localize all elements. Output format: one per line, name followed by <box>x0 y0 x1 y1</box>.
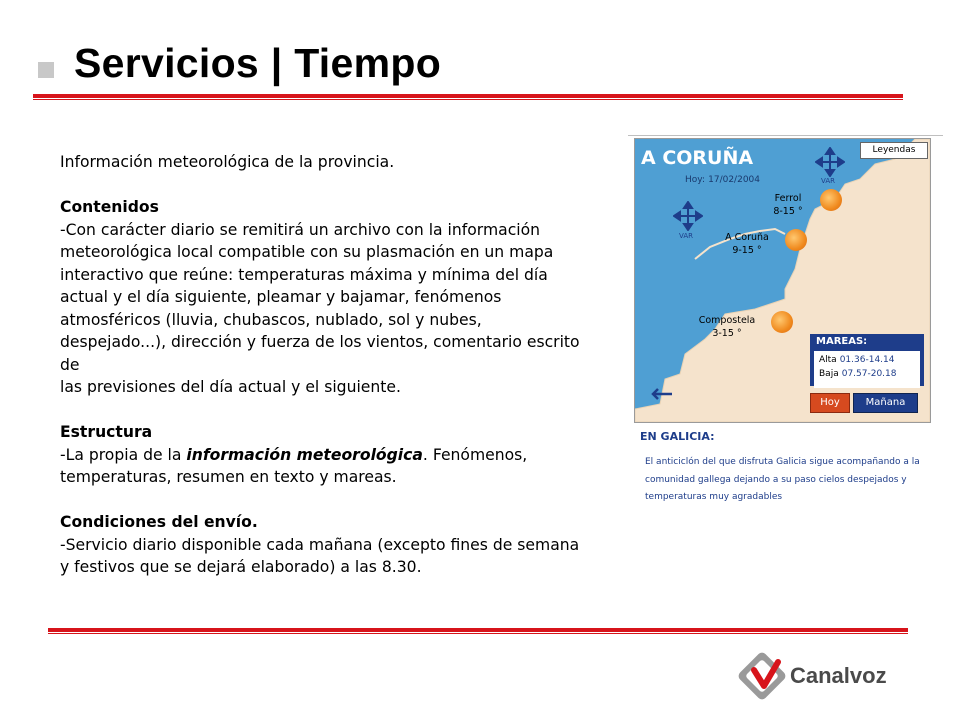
condiciones-text: -Servicio diario disponible cada mañana (excepto fines de semana y festivos que se dejará elaborado) a las 8.30. <box>60 535 580 576</box>
hoy-button[interactable]: Hoy <box>810 393 850 413</box>
galicia-text: El anticiclón del que disfruta Galicia sigue acompañando a la comunidad gallega dejando a su paso cielos despejados y temperaturas muy agradables <box>645 457 920 502</box>
map-title: A CORUÑA <box>641 147 754 169</box>
wind-var-label: VAR <box>679 232 693 240</box>
map-date <box>685 175 760 185</box>
page-title: Servicios | Tiempo <box>74 40 442 86</box>
city-a-coruna <box>715 231 779 257</box>
contenidos-text-2: las previsiones del día actual y el siguiente. <box>60 378 401 396</box>
map-date-value: 17/02/2004 <box>708 175 760 185</box>
map-date-label: Hoy: <box>685 175 705 185</box>
city-temps: 8-15 ° <box>773 206 803 217</box>
back-arrow-icon[interactable] <box>650 387 674 401</box>
header-rule <box>33 94 903 98</box>
weather-map <box>634 138 931 423</box>
marea-baja-label: Baja <box>819 369 839 379</box>
logo-text: Canalvoz <box>790 663 887 688</box>
city-temps: 3-15 ° <box>712 328 742 339</box>
contenidos-heading: Contenidos <box>60 198 159 216</box>
estructura-text <box>60 444 580 489</box>
legend-button[interactable]: Leyendas <box>860 142 928 159</box>
estructura-heading: Estructura <box>60 423 153 441</box>
estructura-emphasis: información meteorológica <box>186 445 423 464</box>
title-bullet <box>38 62 54 78</box>
marea-baja <box>819 367 915 381</box>
city-name: A Coruña <box>725 232 769 243</box>
city-temps: 9-15 ° <box>732 245 762 256</box>
marea-alta-label: Alta <box>819 355 837 365</box>
marea-alta <box>819 353 915 367</box>
mareas-title: MAREAS: <box>816 336 868 347</box>
map-top-line <box>628 135 943 136</box>
city-compostela <box>687 314 767 340</box>
marea-alta-value: 01.36-14.14 <box>839 355 895 365</box>
footer-rule <box>48 628 908 632</box>
sun-icon <box>820 189 842 211</box>
intro-text: Información meteorológica de la provincia. <box>60 153 395 171</box>
wind-var-label: VAR <box>821 177 835 185</box>
city-name: Ferrol <box>774 193 802 204</box>
estructura-prefix: -La propia de la <box>60 445 187 464</box>
wind-arrows-icon <box>673 201 703 231</box>
contenidos-text: -Con carácter diario se remitirá un archivo con la información meteorológica local compatible con su plasmación en un mapa interactivo que reúne: temperaturas máxima y mínima del día actual y el día siguiente, pleamar y bajamar, fenómenos atmosféricos (lluvia, chubascos, nublado, sol y nubes, despejado...), dirección y fuerza de los vientos, comentario escrito de <box>60 220 580 374</box>
manana-button[interactable]: Mañana <box>853 393 918 413</box>
sun-icon <box>771 311 793 333</box>
galicia-title: EN GALICIA: <box>640 430 715 443</box>
city-ferrol <box>763 192 813 218</box>
wind-arrows-icon <box>815 147 845 177</box>
mareas-body <box>814 351 920 388</box>
mareas-box <box>810 334 924 386</box>
marea-baja-value: 07.57-20.18 <box>841 369 897 379</box>
city-name: Compostela <box>698 315 756 326</box>
condiciones-heading: Condiciones del envío. <box>60 513 258 531</box>
sun-icon <box>785 229 807 251</box>
estructura-suffix: . Fenómenos, temperaturas, resumen en texto y mareas. <box>60 445 528 486</box>
body-text <box>60 151 580 579</box>
